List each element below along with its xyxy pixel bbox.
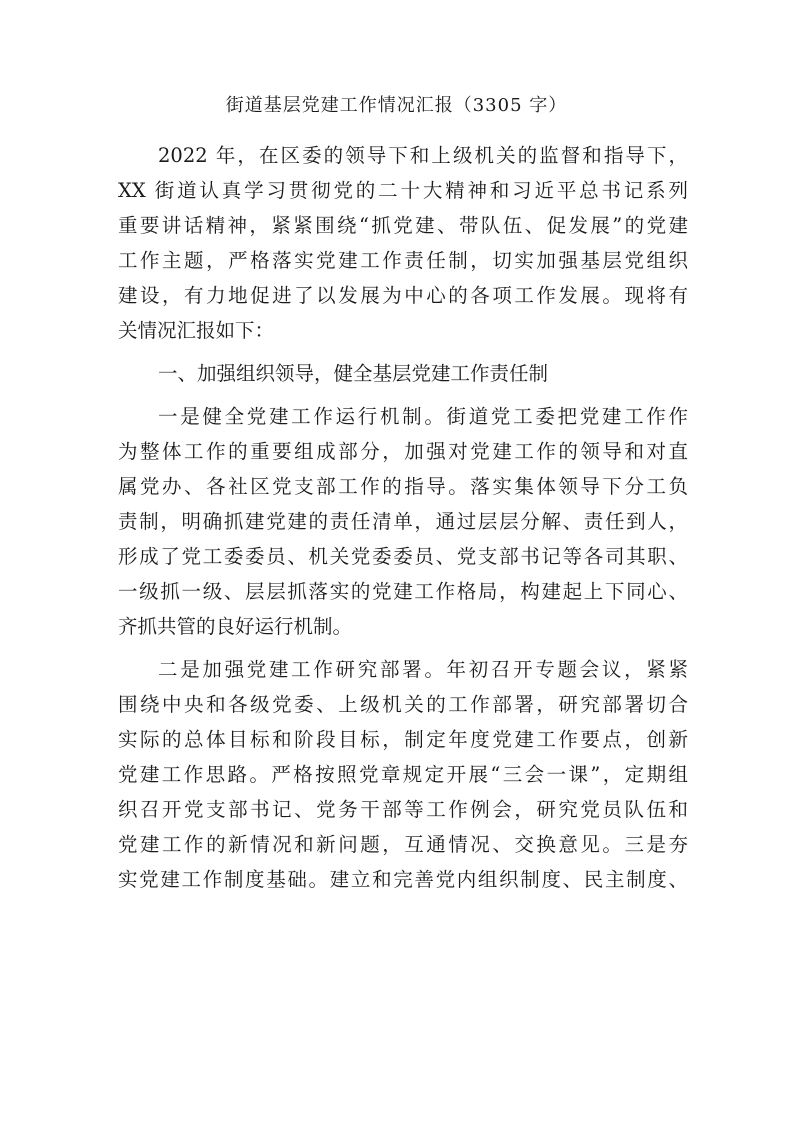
text-line: 党建工作思路。严格按照党章规定开展“三会一课”，定期组: [118, 763, 688, 786]
paragraph-mechanism: [118, 399, 688, 644]
text-line: 一是健全党建工作运行机制。街道党工委把党建工作作: [158, 405, 688, 428]
document-title: 街道基层党建工作情况汇报（3305 字）: [225, 95, 568, 116]
document-body: [118, 138, 688, 905]
text-line: 建设，有力地促进了以发展为中心的各项工作发展。现将有: [118, 284, 688, 307]
text-line: XX 街道认真学习贯彻党的二十大精神和习近平总书记系列: [118, 179, 688, 202]
text-line: 党建工作的新情况和新问题，互通情况、交换意见。三是夯: [118, 833, 688, 856]
text-line: 围绕中央和各级党委、上级机关的工作部署，研究部署切合: [118, 693, 688, 716]
text-line: 齐抓共管的良好运行机制。: [118, 615, 353, 638]
text-line: 工作主题，严格落实党建工作责任制，切实加强基层党组织: [118, 249, 688, 272]
section-heading-text: 一、加强组织领导，健全基层党建工作责任制: [158, 362, 549, 385]
paragraph-research: [118, 652, 688, 897]
text-line: 为整体工作的重要组成部分，加强对党建工作的领导和对直: [118, 440, 688, 463]
paragraph-intro: [118, 138, 688, 348]
text-line: 织召开党支部书记、党务干部等工作例会，研究党员队伍和: [118, 798, 688, 821]
text-line: 2022 年，在区委的领导下和上级机关的监督和指导下，: [158, 144, 688, 167]
text-line: 二是加强党建工作研究部署。年初召开专题会议，紧紧: [158, 658, 688, 681]
text-line: 属党办、各社区党支部工作的指导。落实集体领导下分工负: [118, 475, 688, 498]
text-line: 实党建工作制度基础。建立和完善党内组织制度、民主制度、: [118, 868, 688, 891]
text-line: 形成了党工委委员、机关党委委员、党支部书记等各司其职、: [118, 545, 688, 568]
text-line: 重要讲话精神，紧紧围绕“抓党建、带队伍、促发展”的党建: [118, 214, 688, 237]
text-line: 责制，明确抓建党建的责任清单，通过层层分解、责任到人，: [118, 510, 688, 533]
text-line: 实际的总体目标和阶段目标，制定年度党建工作要点，创新: [118, 728, 688, 751]
section-heading: [118, 356, 688, 391]
text-line: 关情况汇报如下：: [118, 319, 275, 342]
text-line: 一级抓一级、层层抓落实的党建工作格局，构建起上下同心、: [118, 580, 688, 603]
